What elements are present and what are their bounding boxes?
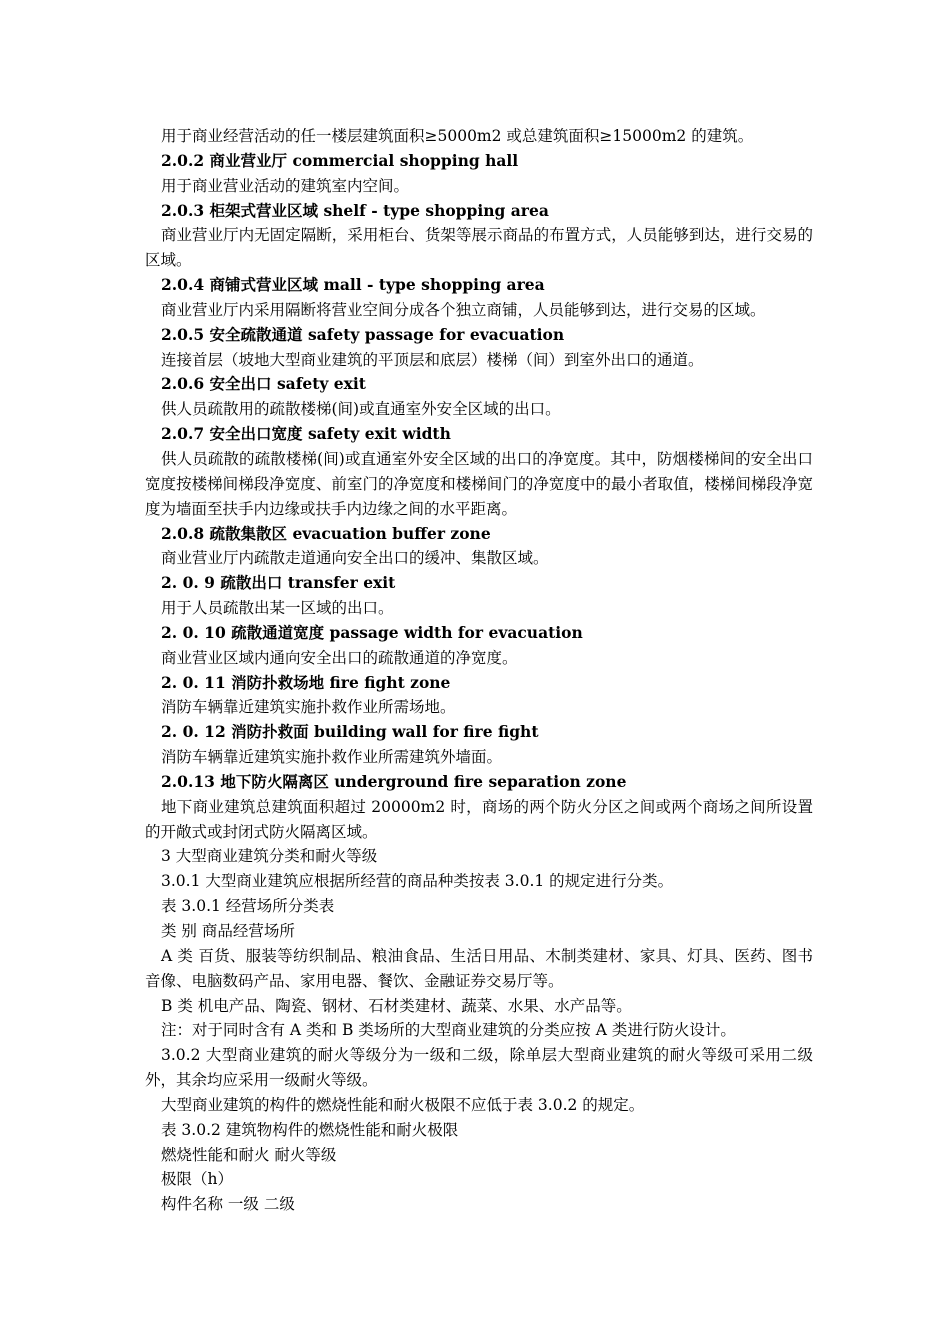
section-heading: 2. 0. 12 消防扑救面 building wall for fire fight: [161, 722, 539, 742]
section-heading: 2.0.8 疏散集散区 evacuation buffer zone: [161, 523, 491, 543]
body-paragraph: 地下商业建筑总建筑面积超过 20000m2 时，商场的两个防火分区之间或两个商场之间所设置的开敞式或封闭式防火隔离区域。: [145, 797, 813, 841]
body-paragraph: 注：对于同时含有 A 类和 B 类场所的大型商业建筑的分类应按 A 类进行防火设计。: [161, 1021, 736, 1040]
body-paragraph: 燃烧性能和耐火 耐火等级: [161, 1145, 337, 1164]
body-paragraph: 用于人员疏散出某一区域的出口。: [161, 599, 394, 618]
body-paragraph: 3.0.1 大型商业建筑应根据所经营的商品种类按表 3.0.1 的规定进行分类。: [161, 872, 674, 891]
section-heading: 2. 0. 11 消防扑救场地 fire fight zone: [161, 672, 451, 692]
body-paragraph: 供人员疏散用的疏散楼梯(间)或直通室外安全区域的出口。: [161, 400, 561, 419]
body-paragraph: A 类 百货、服装等纺织制品、粮油食品、生活日用品、木制类建材、家具、灯具、医药、图书音像、电脑数码产品、家用电器、餐饮、金融证券交易厅等。: [145, 946, 813, 990]
section-heading: 2.0.3 柜架式营业区域 shelf - type shopping area: [161, 200, 549, 220]
section-heading: 2. 0. 9 疏散出口 transfer exit: [161, 573, 396, 593]
section-heading: 2.0.13 地下防火隔离区 underground fire separation zone: [161, 771, 627, 791]
body-paragraph: 消防车辆靠近建筑实施扑救作业所需场地。: [161, 698, 456, 717]
body-paragraph: 商业营业厅内采用隔断将营业空间分成各个独立商铺，人员能够到达，进行交易的区域。: [161, 300, 766, 319]
section-heading: 2.0.4 商铺式营业区域 mall - type shopping area: [161, 275, 545, 295]
body-paragraph: 供人员疏散的疏散楼梯(间)或直通室外安全区域的出口的净宽度。其中，防烟楼梯间的安全出口宽度按楼梯间梯段净宽度、前室门的净宽度和楼梯间门的净宽度中的最小者取值，楼梯间梯段净宽度为墙面至扶手内边缘或扶手内边缘之间的水平距离。: [145, 449, 813, 518]
section-heading: 2.0.6 安全出口 safety exit: [161, 374, 366, 394]
body-paragraph: 类 别 商品经营场所: [161, 922, 295, 940]
body-paragraph: 商业营业厅内疏散走道通向安全出口的缓冲、集散区域。: [161, 549, 549, 568]
body-paragraph: B 类 机电产品、陶瓷、钢材、石材类建材、蔬菜、水果、水产品等。: [161, 996, 632, 1015]
document-page: [145, 124, 813, 1217]
body-paragraph: 3.0.2 大型商业建筑的耐火等级分为一级和二级，除单层大型商业建筑的耐火等级可采用二级外，其余均应采用一级耐火等级。: [145, 1046, 813, 1090]
body-paragraph: 商业营业厅内无固定隔断，采用柜台、货架等展示商品的布置方式，人员能够到达，进行交易的区域。: [145, 226, 813, 270]
body-paragraph: 消防车辆靠近建筑实施扑救作业所需建筑外墙面。: [161, 748, 503, 767]
body-paragraph: 用于商业营业活动的建筑室内空间。: [161, 176, 410, 195]
body-paragraph: 构件名称 一级 二级: [161, 1195, 295, 1214]
section-heading: 2. 0. 10 疏散通道宽度 passage width for evacuation: [161, 622, 583, 642]
section-heading: 2.0.2 商业营业厅 commercial shopping hall: [161, 150, 519, 170]
section-heading: 2.0.5 安全疏散通道 safety passage for evacuation: [161, 324, 565, 344]
body-paragraph: 用于商业经营活动的任一楼层建筑面积≥5000m2 或总建筑面积≥15000m2 的建筑。: [161, 127, 754, 145]
body-paragraph: 商业营业区域内通向安全出口的疏散通道的净宽度。: [161, 648, 518, 667]
body-paragraph: 大型商业建筑的构件的燃烧性能和耐火极限不应低于表 3.0.2 的规定。: [161, 1095, 645, 1114]
body-paragraph: 3 大型商业建筑分类和耐火等级: [161, 847, 378, 866]
body-paragraph: 表 3.0.1 经营场所分类表: [161, 897, 335, 916]
body-paragraph: 连接首层（坡地大型商业建筑的平顶层和底层）楼梯（间）到室外出口的通道。: [161, 350, 704, 369]
body-paragraph: 极限（h）: [161, 1170, 233, 1189]
body-paragraph: 表 3.0.2 建筑物构件的燃烧性能和耐火极限: [161, 1120, 459, 1139]
section-heading: 2.0.7 安全出口宽度 safety exit width: [161, 424, 451, 444]
